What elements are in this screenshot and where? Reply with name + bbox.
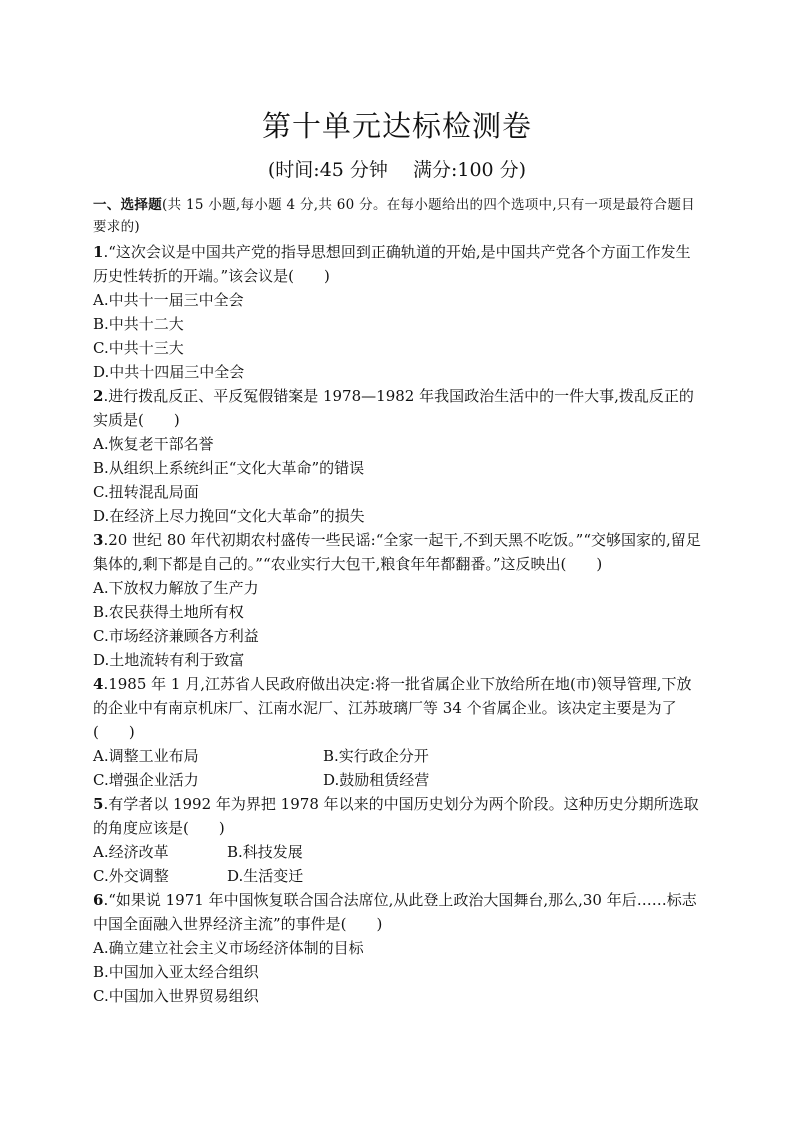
option-c: C.中国加入世界贸易组织 xyxy=(93,987,259,1005)
option-b: B.中共十二大 xyxy=(93,315,184,333)
option-b: B.农民获得土地所有权 xyxy=(93,603,244,621)
question-6 xyxy=(93,888,703,936)
option-c: C.中共十三大 xyxy=(93,339,184,357)
section-heading: 一、选择题 xyxy=(93,197,162,213)
option-b: B.从组织上系统纠正“文化大革命”的错误 xyxy=(93,459,365,477)
option-c: C.外交调整 xyxy=(93,867,169,885)
option-d: D.鼓励租赁经营 xyxy=(323,771,430,789)
option-a: A.下放权力解放了生产力 xyxy=(93,579,259,597)
exam-content xyxy=(93,194,703,1008)
option-a: A.确立建立社会主义市场经济体制的目标 xyxy=(93,939,364,957)
question-number: 2 xyxy=(93,387,104,405)
option-a: A.调整工业布局 xyxy=(93,747,199,765)
question-number: 4 xyxy=(93,675,104,693)
option-d: D.中共十四届三中全会 xyxy=(93,363,245,381)
question-3 xyxy=(93,528,703,576)
question-4 xyxy=(93,672,703,744)
question-text: .20 世纪 80 年代初期农村盛传一些民谣:“全家一起干,不到天黑不吃饭。”“交够国家的,留足集体的,剩下都是自己的。”“农业实行大包干,粮食年年都翻番。”这反映出( ) xyxy=(93,531,701,573)
question-1 xyxy=(93,240,703,288)
section-note: (共 15 小题,每小题 4 分,共 60 分。在每小题给出的四个选项中,只有一项是最符合题目要求的) xyxy=(93,197,695,235)
option-row xyxy=(93,840,703,864)
option-row xyxy=(93,744,703,768)
option-b: B.实行政企分开 xyxy=(323,747,429,765)
option-b: B.中国加入亚太经合组织 xyxy=(93,963,259,981)
question-number: 3 xyxy=(93,531,104,549)
option-d: D.土地流转有利于致富 xyxy=(93,651,245,669)
page-title: 第十单元达标检测卷 xyxy=(261,109,532,143)
option-a: A.中共十一届三中全会 xyxy=(93,291,244,309)
exam-info: (时间:45 分钟 满分:100 分) xyxy=(267,159,527,181)
option-c: C.增强企业活力 xyxy=(93,771,199,789)
question-number: 5 xyxy=(93,795,104,813)
option-a: A.恢复老干部名誉 xyxy=(93,435,214,453)
question-number: 6 xyxy=(93,891,104,909)
question-text: .“如果说 1971 年中国恢复联合国合法席位,从此登上政治大国舞台,那么,30 年后……标志中国全面融入世界经济主流”的事件是( ) xyxy=(93,891,697,933)
option-row xyxy=(93,864,703,888)
section-header xyxy=(93,194,703,238)
option-c: C.扭转混乱局面 xyxy=(93,483,199,501)
question-text: .进行拨乱反正、平反冤假错案是 1978—1982 年我国政治生活中的一件大事,拨乱反正的实质是( ) xyxy=(93,387,694,429)
option-d: D.在经济上尽力挽回“文化大革命”的损失 xyxy=(93,507,365,525)
option-d: D.生活变迁 xyxy=(227,867,304,885)
option-row xyxy=(93,768,703,792)
option-a: A.经济改革 xyxy=(93,843,169,861)
question-text: .有学者以 1992 年为界把 1978 年以来的中国历史划分为两个阶段。这种历史分期所选取的角度应该是( ) xyxy=(93,795,699,837)
option-c: C.市场经济兼顾各方利益 xyxy=(93,627,259,645)
question-text: .“这次会议是中国共产党的指导思想回到正确轨道的开始,是中国共产党各个方面工作发生历史性转折的开端。”该会议是( ) xyxy=(93,243,691,285)
question-5 xyxy=(93,792,703,840)
option-b: B.科技发展 xyxy=(227,843,303,861)
question-text: .1985 年 1 月,江苏省人民政府做出决定:将一批省属企业下放给所在地(市)领导管理,下放的企业中有南京机床厂、江南水泥厂、江苏玻璃厂等 34 个省属企业。该决定主要是为了( ) xyxy=(93,675,692,741)
question-2 xyxy=(93,384,703,432)
question-number: 1 xyxy=(93,243,104,261)
